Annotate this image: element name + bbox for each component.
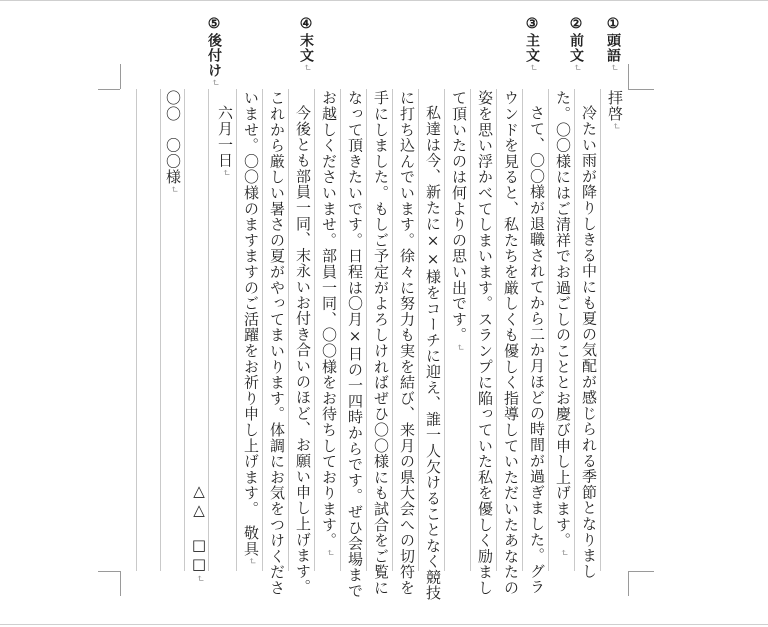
letter-line: 姿を思い浮かべてしまいます。スランプに陥っていた私を優しく励まし bbox=[476, 90, 494, 596]
letter-line: た。〇〇様にはご清祥でお過ごしのこととお慶び申し上げます。↵ bbox=[554, 90, 572, 558]
label-postscript: ⑤後付け↵ bbox=[206, 16, 222, 88]
label-preamble: ②前文↵ bbox=[568, 16, 584, 73]
letter-line-salutation: 拝啓↵ bbox=[606, 90, 624, 131]
letter-line: 私達は今、新たに××様をコーチに迎え、誰一人欠けることなく競技 bbox=[424, 105, 442, 601]
page-top-edge bbox=[0, 0, 768, 1]
crop-mark-top-right-h bbox=[628, 89, 654, 90]
letter-line: これから厳しい暑さの夏がやってまいります。体調にお気をつけくださ bbox=[268, 90, 286, 596]
letter-date: 六月一日↵ bbox=[216, 105, 234, 178]
letter-line: て頂いたのは何よりの思い出です。↵ bbox=[450, 90, 468, 352]
letter-line: 手にしました。もしご予定がよろしければぜひ〇〇様にも試合をご覧に bbox=[372, 90, 390, 596]
page-bottom-edge bbox=[0, 624, 768, 625]
crop-mark-bottom-left-h bbox=[98, 571, 120, 572]
crop-mark-top-right-v bbox=[628, 64, 629, 89]
letter-line: さて、〇〇様が退職されてから二か月ほどの時間が過ぎました。グラ bbox=[528, 105, 546, 595]
letter-line: 冷たい雨が降りしきる中にも夏の気配が感じられる季節となりまし bbox=[580, 105, 598, 579]
letter-line-closing: いませ。〇〇様のますますのご活躍をお祈り申し上げます。 敬具↵ bbox=[242, 90, 260, 566]
letter-recipient: 〇〇 〇〇様↵ bbox=[164, 90, 182, 194]
letter-line: なって頂きたいです。日程は〇月×日の一四時からです。ぜひ会場まで bbox=[346, 90, 364, 599]
label-salutation: ①頭語↵ bbox=[605, 16, 621, 73]
letter-line: に打ち込んでいます。徐々に努力も実を結び、来月の県大会への切符を bbox=[398, 90, 416, 596]
column-rule bbox=[136, 89, 137, 571]
crop-mark-top-left-h bbox=[98, 89, 120, 90]
letter-line: ウンドを見ると、私たちを厳しくも優しく指導していただいたあなたの bbox=[502, 90, 520, 596]
label-closing-text: ④末文↵ bbox=[298, 16, 314, 73]
crop-mark-bottom-left-v bbox=[120, 571, 121, 596]
letter-line: 今後とも部員一同、末永いお付き合いのほど、お願い申し上げます。 bbox=[294, 105, 312, 595]
label-main-text: ③主文↵ bbox=[524, 16, 540, 73]
crop-mark-bottom-right-v bbox=[628, 571, 629, 596]
letter-sender: △△ □□↵ bbox=[190, 482, 208, 584]
crop-mark-bottom-right-h bbox=[628, 571, 654, 572]
letter-line: お越しくださいませ。部員一同、〇〇様をお待ちしております。↵ bbox=[320, 90, 338, 558]
crop-mark-top-left-v bbox=[120, 64, 121, 89]
